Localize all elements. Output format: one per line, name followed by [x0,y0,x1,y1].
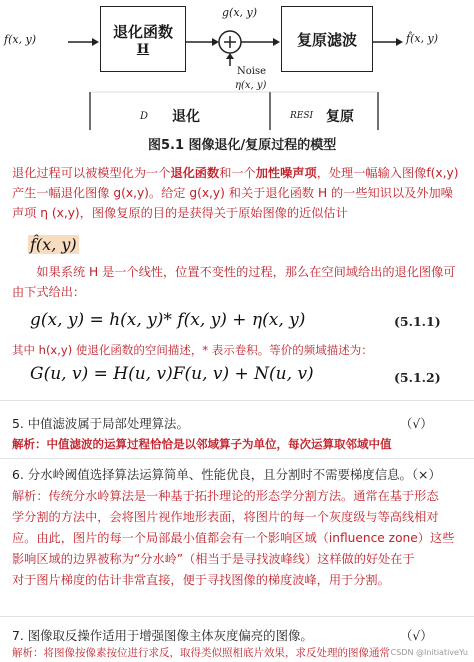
answer-6 [12,486,468,591]
noise-label: Noise [237,66,267,77]
output-label: f̂(x, y) [406,32,439,45]
divider [0,458,474,459]
question-7: 7. 图像取反操作适用于增强图像主体灰度偏亮的图像。 [12,628,313,643]
question-7-mark: （√） [400,628,433,643]
additive-noise-term: 加性噪声项 [255,166,317,180]
degradation-box-label: 退化函数 [112,23,173,41]
restoration-box-label: 复原滤波 [296,30,357,49]
figure-caption: 图5.1 图像退化/复原过程的模型 [148,138,337,153]
degradation-section-letter: D [140,111,149,122]
answer-6-line: 影响区域的边界被称为“分水岭”（相当于是寻找波峰线）这样做的好处在于 [12,552,415,566]
equation-spatial-number: (5.1.1) [394,314,441,329]
degradation-symbol: H [136,42,150,57]
divider [0,400,474,401]
degradation-restoration-diagram [0,0,474,130]
restoration-section-label: 复原 [326,109,354,125]
estimate-formula: f̂(x, y) [30,235,77,254]
question-5-mark: （√） [400,416,433,431]
equation-spatial: g(x, y) = h(x, y)* f(x, y) + η(x, y) [30,310,306,330]
answer-6-line: 对于图片梯度的估计非常直接，便于寻找图像的梯度波峰，用于分割。 [12,573,390,587]
para1-text-b: 和一个 [219,166,256,180]
divider [0,616,474,617]
degradation-function-box [100,6,186,72]
answer-6-line: 应。由此，图片的每一个局部最小值都会有一个影响区域（influence zone）这些 [12,531,455,545]
convolution-paragraph: 其中 h(x,y) 使退化函数的空间描述，* 表示卷积。等价的频域描述为： [12,343,373,357]
para1-text-a: 退化过程可以被模型化为一个 [12,166,171,180]
degradation-function-term: 退化函数 [170,166,220,180]
question-6: 6. 分水岭阈值选择算法运算简单、性能优良，且分割时不需要梯度信息。（×） [12,467,441,482]
question-5: 5. 中值滤波属于局部处理算法。 [12,416,189,431]
answer-6-line: 解析：传统分水岭算法是一种基于拓扑理论的形态学分割方法。通常在基于形态 [12,489,439,503]
answer-6-line: 学分割的方法中，会将图片视作地形表面，将图片的每一个灰度级与等高线相对 [12,510,439,524]
sum-label: g(x, y) [222,6,258,19]
noise-symbol: η(x, y) [235,80,267,91]
watermark: CSDN @InitiativeYu [390,648,468,657]
equation-frequency-number: (5.1.2) [394,370,441,385]
degradation-section-label: 退化 [172,109,200,125]
answer-5: 解析：中值滤波的运算过程恰恰是以邻域算子为单位，每次运算取邻域中值 [12,437,392,451]
answer-7: 解析：将图像按像素按位进行求反，取得类似照相底片效果，求反处理的图像通常 [12,647,390,659]
input-label: f(x, y) [4,33,37,46]
restoration-section-letter: RESI [290,111,314,121]
restoration-filter-box [281,6,373,72]
para1-text-c: ，处理一幅输入图像f(x,y) 产生一幅退化图像 g(x,y)。给定 g(x,y) 和关于退化函数 H 的一些知识以及外加噪声项 η (x,y)，图像复原的目的是获得关于原始图像的近似估计 [12,166,459,220]
diagram-lines [0,0,474,130]
linear-system-paragraph: 如果系统 H 是一个线性，位置不变性的过程，那么在空间域给出的退化图像可由下式给出： [12,265,456,299]
equation-frequency: G(u, v) = H(u, v)F(u, v) + N(u, v) [30,364,314,384]
degradation-model-paragraph [12,163,464,223]
